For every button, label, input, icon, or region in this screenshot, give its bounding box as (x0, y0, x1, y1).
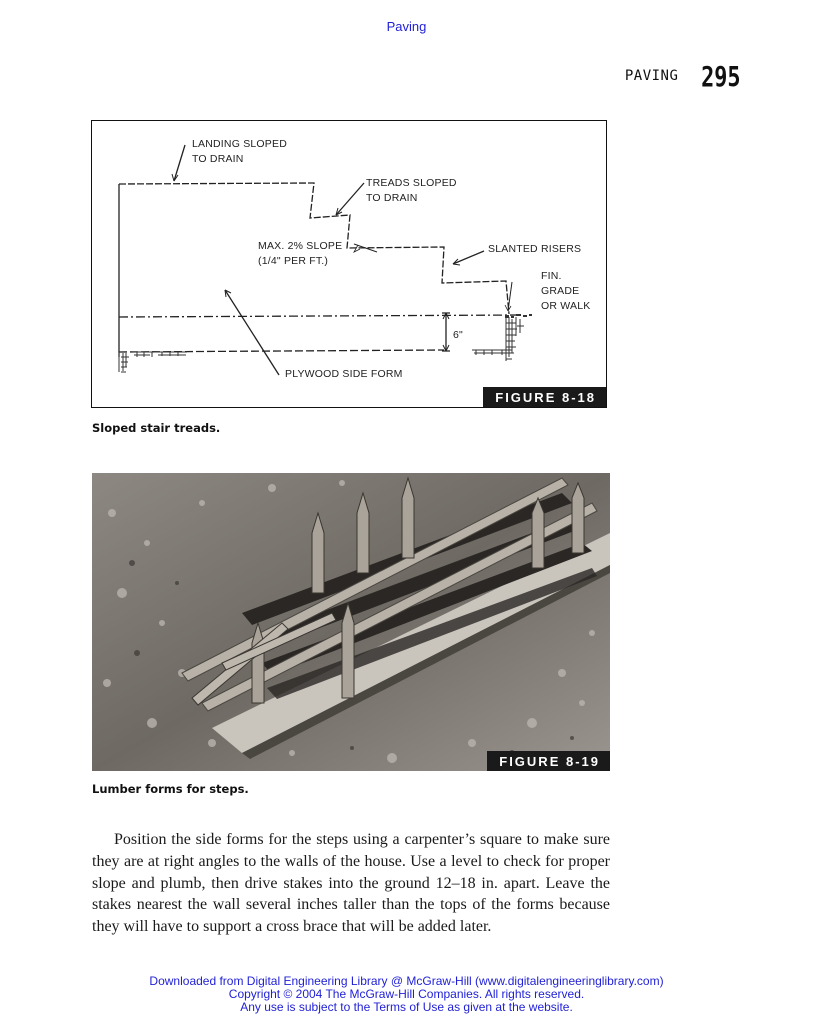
label-six-inch: 6" (453, 329, 463, 341)
stair-diagram (92, 121, 608, 409)
footer-copyright: Copyright © 2004 The McGraw-Hill Companies. All rights reserved. (228, 987, 585, 1001)
caption-figure-8-19: Lumber forms for steps. (92, 782, 249, 796)
footer-download-link[interactable]: Downloaded from Digital Engineering Library @ McGraw-Hill (www.digitalengineeringlibrary.com) (149, 974, 664, 988)
page-number: 295 (701, 60, 741, 93)
figure-tag-8-19: FIGURE 8-19 (487, 751, 610, 771)
figure-tag-8-18: FIGURE 8-18 (483, 387, 606, 407)
section-title: PAVING (624, 68, 679, 84)
footer-terms: Any use is subject to the Terms of Use as given at the website. (240, 1000, 573, 1014)
nav-link-paving[interactable]: Paving (386, 19, 427, 34)
body-paragraph: Position the side forms for the steps using a carpenter’s square to make sure they are at right angles to the walls of the house. Use a level to check for proper slope and plumb, then drive stakes into the ground 12–18 in. apart. Leave the stakes nearest the wall several inches taller than the tops of the forms because they will have to support a cross brace that will be added later. (92, 831, 610, 936)
label-finish-grade: FIN. GRADE OR WALK (541, 270, 591, 312)
figure-sloped-stair-treads (91, 120, 607, 408)
footer-notice (0, 975, 813, 1014)
label-landing-sloped: LANDING SLOPED TO DRAIN (192, 138, 287, 165)
label-slanted-risers: SLANTED RISERS (488, 243, 582, 255)
lumber-forms-illustration (92, 473, 610, 771)
figure-lumber-forms-photo (92, 473, 610, 771)
running-head (625, 60, 741, 93)
label-treads-sloped: TREADS SLOPED TO DRAIN (366, 177, 457, 204)
label-plywood-side-form: PLYWOOD SIDE FORM (285, 368, 403, 380)
label-max-slope: MAX. 2% SLOPE (1/4" PER FT.) (258, 240, 343, 267)
caption-figure-8-18: Sloped stair treads. (92, 421, 221, 435)
